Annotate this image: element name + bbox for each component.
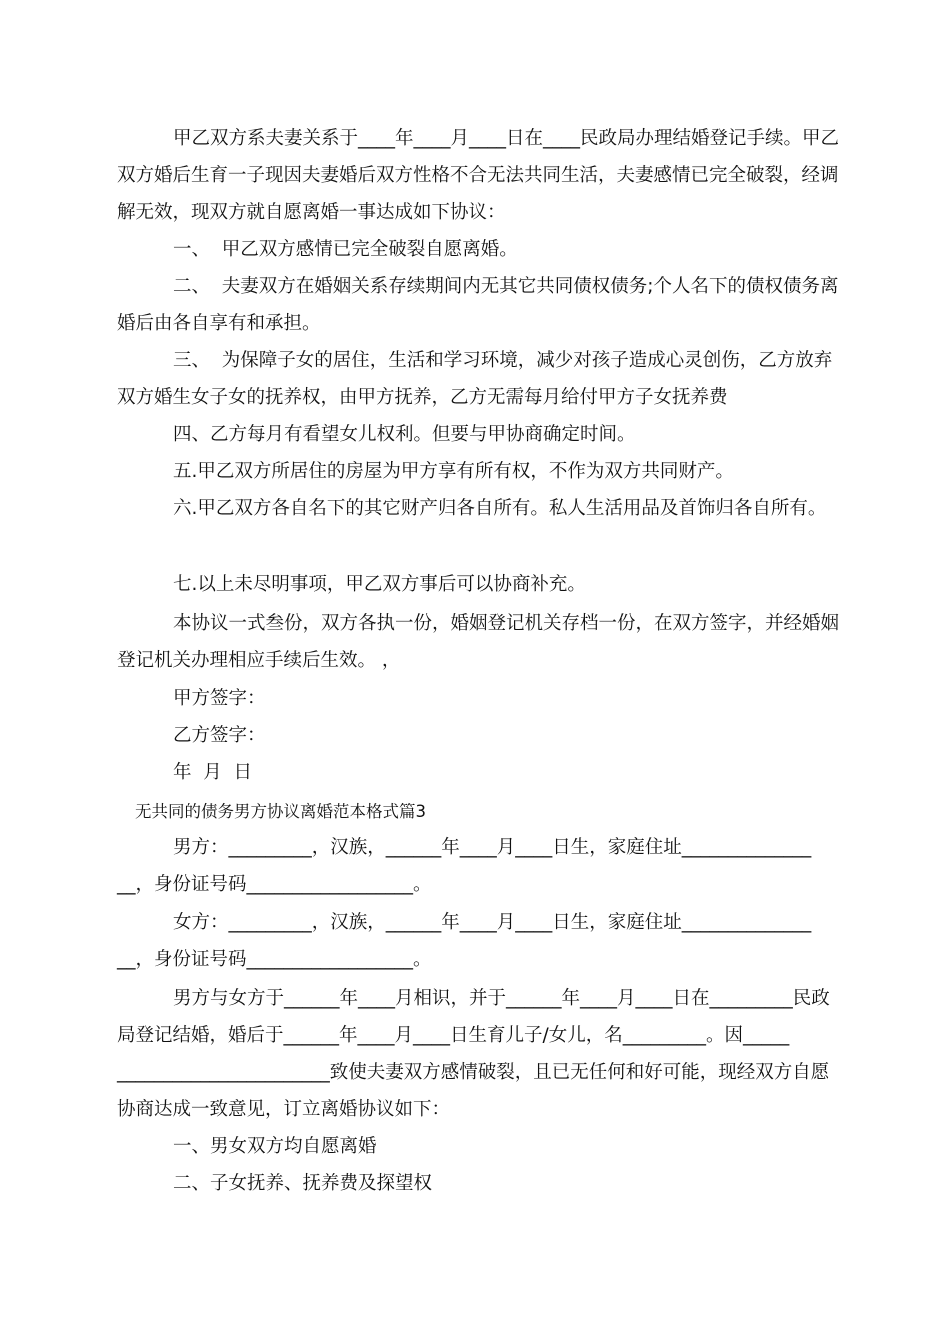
woman-info-paragraph: 女方：_________，汉族，______年____月____日生，家庭住址______________ __，身份证号码__________________。 [117,912,818,970]
agreement-item-1: 一、男女双方均自愿离婚 [173,1136,377,1157]
effectiveness-paragraph: 本协议一式叁份，双方各执一份，婚姻登记机关存档一份，在双方签字，并经婚姻登记机关办理相应手续后生效。 ， [117,613,840,671]
clause-1: 一、 甲乙双方感情已完全破裂自愿离婚。 [173,239,518,260]
clause-2: 二、 夫妻双方在婚姻关系存续期间内无其它共同债权债务;个人名下的债权债务离婚后由各自享有和承担。 [117,276,839,334]
agreement-item-2: 二、子女抚养、抚养费及探望权 [173,1173,433,1194]
signature-date: 年 月 日 [173,762,253,783]
clause-4: 四、乙方每月有看望女儿权利。但要与甲协商确定时间。 [173,424,636,445]
section-heading: 无共同的债务男方协议离婚范本格式篇3 [135,802,426,821]
clause-6: 六.甲乙双方各自名下的其它财产归各自所有。私人生活用品及首饰归各自所有。 [173,498,827,519]
man-info-paragraph: 男方：_________，汉族，______年____月____日生，家庭住址______________ __，身份证号码__________________。 [117,837,818,895]
clause-5: 五.甲乙双方所居住的房屋为甲方享有所有权，不作为双方共同财产。 [173,461,734,482]
marriage-history-paragraph: 男方与女方于______年____月相识，并于______年____月____日在_________民政局登记结婚，婚后于______年____月____日生育儿子/女儿，名_________。因_____ _______________________致使夫妻双方感情破裂，且已无任何和好可能，现经双方自愿协商达成一致意见，订立离婚协议如下： [117,988,830,1120]
party-a-signature-label: 甲方签字： [173,688,266,709]
clause-3: 三、 为保障子女的居住，生活和学习环境，减少对孩子造成心灵创伤，乙方放弃双方婚生女子女的抚养权，由甲方抚养，乙方无需每月给付甲方子女抚养费 [117,350,833,408]
clause-7: 七.以上未尽明事项，甲乙双方事后可以协商补充。 [173,574,586,595]
party-b-signature-label: 乙方签字： [173,725,266,746]
paragraph-marriage-facts: 甲乙双方系夫妻关系于____年____月____日在____民政局办理结婚登记手续。甲乙双方婚后生育一子现因夫妻婚后双方性格不合无法共同生活，夫妻感情已完全破裂，经调解无效，现双方就自愿离婚一事达成如下协议： [117,128,840,223]
